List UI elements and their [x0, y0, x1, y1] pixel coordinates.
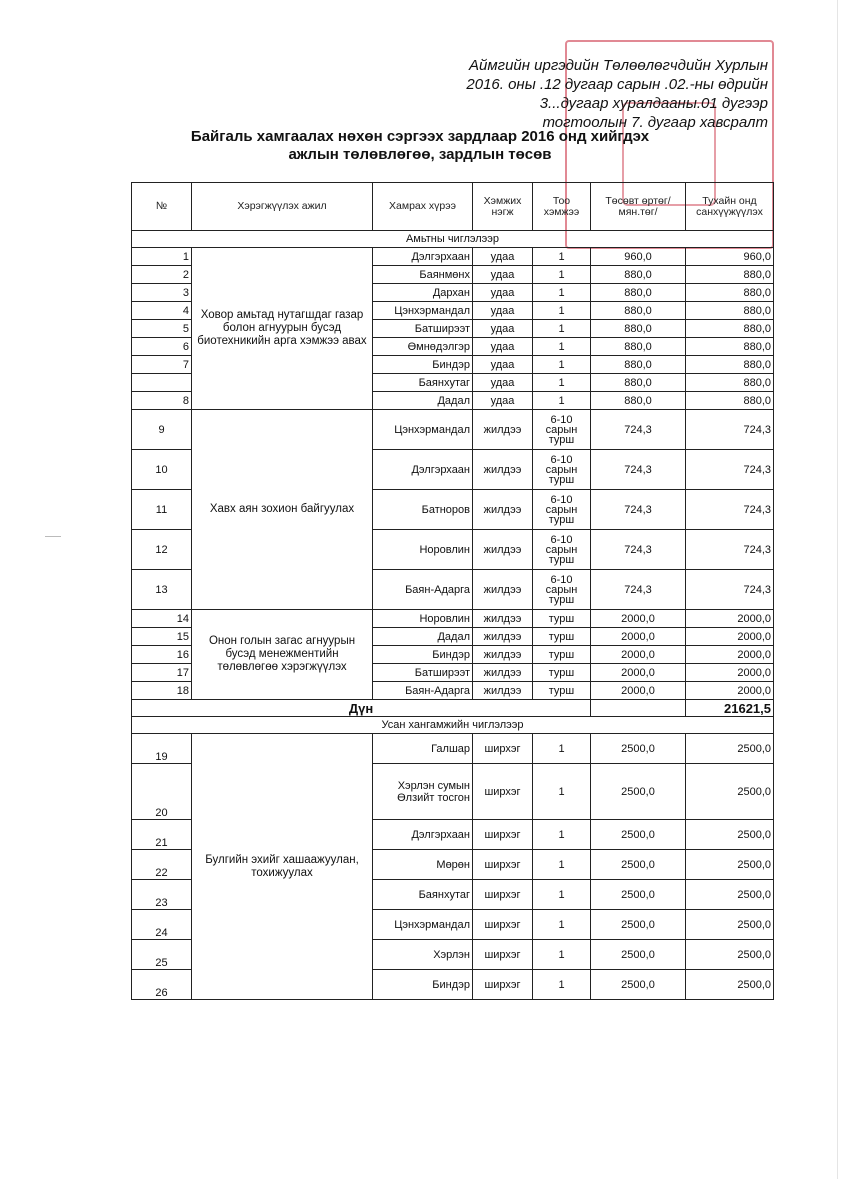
fund-cell: 2500,0: [686, 850, 774, 880]
unit-cell: жилдээ: [473, 490, 533, 530]
scope-cell: Баян-Адарга: [373, 570, 473, 610]
group-spring: [132, 734, 774, 1000]
unit-cell: жилдээ: [473, 450, 533, 490]
scope-cell: Биндэр: [373, 970, 473, 1000]
unit-cell: ширхэг: [473, 940, 533, 970]
unit-cell: жилдээ: [473, 610, 533, 628]
row-number: 1: [132, 248, 192, 266]
fund-cell: 880,0: [686, 320, 774, 338]
unit-cell: жилдээ: [473, 570, 533, 610]
unit-cell: ширхэг: [473, 910, 533, 940]
row-number: 14: [132, 610, 192, 628]
qty-cell: 1: [533, 880, 591, 910]
fund-cell: 880,0: [686, 302, 774, 320]
scope-cell: Дархан: [373, 284, 473, 302]
budget-cell: 960,0: [591, 248, 686, 266]
budget-cell: 880,0: [591, 392, 686, 410]
fund-cell: 880,0: [686, 356, 774, 374]
header-source: Тухайн онд санхүүжүүлэх: [686, 183, 774, 231]
table-row: [132, 248, 774, 266]
row-number: 6: [132, 338, 192, 356]
qty-cell: турш: [533, 664, 591, 682]
header-no: №: [132, 183, 192, 231]
budget-cell: 880,0: [591, 284, 686, 302]
title-line-2: ажлын төлөвлөгөө, зардлын төсөв: [288, 146, 552, 163]
fund-cell: 2500,0: [686, 764, 774, 820]
row-number: 16: [132, 646, 192, 664]
scope-cell: Цэнхэрмандал: [373, 910, 473, 940]
row-number: 24: [132, 910, 192, 940]
scope-cell: Баянхутаг: [373, 374, 473, 392]
row-number: 2: [132, 266, 192, 284]
unit-cell: жилдээ: [473, 646, 533, 664]
scope-cell: Биндэр: [373, 356, 473, 374]
unit-cell: ширхэг: [473, 764, 533, 820]
qty-cell: 6-10 сарын турш: [533, 530, 591, 570]
fund-cell: 880,0: [686, 266, 774, 284]
work-description: Ховор амьтад нутагшдаг газар болон агнуурын бусэд биотехникийн арга хэмжээ авах: [192, 248, 373, 410]
budget-cell: 2500,0: [591, 940, 686, 970]
budget-cell: 2000,0: [591, 664, 686, 682]
fund-cell: 960,0: [686, 248, 774, 266]
row-number: 18: [132, 682, 192, 700]
fund-cell: 2500,0: [686, 820, 774, 850]
row-number: 23: [132, 880, 192, 910]
budget-cell: 2000,0: [591, 610, 686, 628]
budget-cell: 2500,0: [591, 764, 686, 820]
budget-cell: 880,0: [591, 338, 686, 356]
budget-cell: 2000,0: [591, 628, 686, 646]
scope-cell: Дадал: [373, 628, 473, 646]
unit-cell: удаа: [473, 338, 533, 356]
fund-cell: 2000,0: [686, 610, 774, 628]
budget-cell: 724,3: [591, 450, 686, 490]
budget-cell: 724,3: [591, 570, 686, 610]
approval-line-3: 3...дугаар хуралдааны.01 дугээр: [539, 95, 768, 112]
budget-cell: 2500,0: [591, 910, 686, 940]
qty-cell: турш: [533, 628, 591, 646]
table-row: [132, 734, 774, 764]
unit-cell: ширхэг: [473, 850, 533, 880]
scope-cell: Дэлгэрхаан: [373, 820, 473, 850]
approval-line-2: 2016. оны .12 дугаар сарын .02.-ны өдрийн: [466, 76, 768, 93]
qty-cell: 1: [533, 970, 591, 1000]
row-number: 21: [132, 820, 192, 850]
row-number: 8: [132, 392, 192, 410]
scope-cell: Баян-Адарга: [373, 682, 473, 700]
row-number: 17: [132, 664, 192, 682]
budget-cell: 2500,0: [591, 734, 686, 764]
document-title: [140, 128, 700, 164]
scope-cell: Батширээт: [373, 320, 473, 338]
row-number: 12: [132, 530, 192, 570]
fund-cell: 724,3: [686, 490, 774, 530]
unit-cell: ширхэг: [473, 880, 533, 910]
approval-note: [466, 56, 768, 132]
header-row: [132, 183, 774, 231]
row-number: 25: [132, 940, 192, 970]
budget-cell: 724,3: [591, 530, 686, 570]
row-number: 13: [132, 570, 192, 610]
fund-cell: 2000,0: [686, 628, 774, 646]
budget-cell: 2500,0: [591, 970, 686, 1000]
scope-cell: Цэнхэрмандал: [373, 410, 473, 450]
unit-cell: ширхэг: [473, 970, 533, 1000]
row-number: 19: [132, 734, 192, 764]
unit-cell: удаа: [473, 266, 533, 284]
qty-cell: 1: [533, 266, 591, 284]
qty-cell: турш: [533, 682, 591, 700]
unit-cell: удаа: [473, 284, 533, 302]
qty-cell: 1: [533, 392, 591, 410]
scope-cell: Дадал: [373, 392, 473, 410]
budget-cell: 880,0: [591, 356, 686, 374]
total-value: 21621,5: [686, 700, 774, 717]
qty-cell: 1: [533, 248, 591, 266]
table-row: [132, 410, 774, 450]
budget-cell: 724,3: [591, 490, 686, 530]
qty-cell: 1: [533, 910, 591, 940]
unit-cell: удаа: [473, 392, 533, 410]
scan-edge: [837, 0, 838, 1179]
qty-cell: 6-10 сарын турш: [533, 450, 591, 490]
scope-cell: Хэрлэн сумын Өлзийт тосгон: [373, 764, 473, 820]
scope-cell: Батноров: [373, 490, 473, 530]
scan-mark: [45, 536, 61, 537]
fund-cell: 880,0: [686, 284, 774, 302]
unit-cell: удаа: [473, 374, 533, 392]
work-description: Хавх аян зохион байгуулах: [192, 410, 373, 610]
group-trap: [132, 410, 774, 610]
scope-cell: Дэлгэрхаан: [373, 450, 473, 490]
qty-cell: 6-10 сарын турш: [533, 490, 591, 530]
unit-cell: жилдээ: [473, 530, 533, 570]
unit-cell: ширхэг: [473, 820, 533, 850]
section-row: [132, 717, 774, 734]
row-number: 11: [132, 490, 192, 530]
section-animal: Амьтны чиглэлээр: [132, 231, 774, 248]
unit-cell: удаа: [473, 248, 533, 266]
qty-cell: 1: [533, 820, 591, 850]
unit-cell: жилдээ: [473, 682, 533, 700]
row-number: 15: [132, 628, 192, 646]
total-row: [132, 700, 774, 717]
fund-cell: 880,0: [686, 392, 774, 410]
fund-cell: 880,0: [686, 338, 774, 356]
scope-cell: Батширээт: [373, 664, 473, 682]
approval-line-4: тогтоолын 7. дугаар хавсралт: [542, 114, 768, 131]
qty-cell: 6-10 сарын турш: [533, 570, 591, 610]
fund-cell: 724,3: [686, 450, 774, 490]
fund-cell: 2500,0: [686, 880, 774, 910]
work-description: Онон голын загас агнуурын бусэд менежментийн төлөвлөгөө хэрэгжүүлэх: [192, 610, 373, 700]
budget-cell: 2000,0: [591, 682, 686, 700]
unit-cell: жилдээ: [473, 628, 533, 646]
scope-cell: Галшар: [373, 734, 473, 764]
budget-cell: 880,0: [591, 302, 686, 320]
budget-cell: 2500,0: [591, 880, 686, 910]
approval-line-1: Аймгийн иргэдийн Төлөөлөгчдийн Хурлын: [469, 57, 768, 74]
fund-cell: 2000,0: [686, 646, 774, 664]
row-number: 10: [132, 450, 192, 490]
row-number: 26: [132, 970, 192, 1000]
scope-cell: Хэрлэн: [373, 940, 473, 970]
fund-cell: 2000,0: [686, 664, 774, 682]
fund-cell: 724,3: [686, 410, 774, 450]
scope-cell: Өмнөдэлгэр: [373, 338, 473, 356]
scope-cell: Баянхутаг: [373, 880, 473, 910]
budget-cell: 2500,0: [591, 850, 686, 880]
row-number: 5: [132, 320, 192, 338]
row-number: 9: [132, 410, 192, 450]
qty-cell: 6-10 сарын турш: [533, 410, 591, 450]
fund-cell: 724,3: [686, 570, 774, 610]
section-row: [132, 231, 774, 248]
fund-cell: 2000,0: [686, 682, 774, 700]
budget-cell: 724,3: [591, 410, 686, 450]
fund-cell: 880,0: [686, 374, 774, 392]
qty-cell: турш: [533, 646, 591, 664]
unit-cell: ширхэг: [473, 734, 533, 764]
table-row: [132, 610, 774, 628]
title-line-1: Байгаль хамгаалах нөхөн сэргээх зардлаар 2016 онд хийгдэх: [190, 128, 650, 145]
qty-cell: 1: [533, 320, 591, 338]
scope-cell: Норовлин: [373, 610, 473, 628]
qty-cell: 1: [533, 356, 591, 374]
qty-cell: 1: [533, 850, 591, 880]
unit-cell: жилдээ: [473, 664, 533, 682]
row-number: 20: [132, 764, 192, 820]
scope-cell: Биндэр: [373, 646, 473, 664]
budget-cell: 880,0: [591, 266, 686, 284]
unit-cell: удаа: [473, 302, 533, 320]
row-number: 3: [132, 284, 192, 302]
qty-cell: турш: [533, 610, 591, 628]
scope-cell: Дэлгэрхаан: [373, 248, 473, 266]
row-number: 22: [132, 850, 192, 880]
qty-cell: 1: [533, 940, 591, 970]
qty-cell: 1: [533, 374, 591, 392]
row-number: 7: [132, 356, 192, 374]
section-water: Усан хангамжийн чиглэлээр: [132, 717, 774, 734]
group-biotech: [132, 248, 774, 410]
unit-cell: удаа: [473, 356, 533, 374]
budget-cell: 2000,0: [591, 646, 686, 664]
qty-cell: 1: [533, 338, 591, 356]
budget-cell: 880,0: [591, 320, 686, 338]
header-qty: Тоо хэмжээ: [533, 183, 591, 231]
row-number: 4: [132, 302, 192, 320]
fund-cell: 2500,0: [686, 970, 774, 1000]
header-scope: Хамрах хүрээ: [373, 183, 473, 231]
fund-cell: 724,3: [686, 530, 774, 570]
header-unit: Хэмжих нэгж: [473, 183, 533, 231]
fund-cell: 2500,0: [686, 940, 774, 970]
scope-cell: Цэнхэрмандал: [373, 302, 473, 320]
total-label: Дүн: [132, 700, 591, 717]
header-work: Хэрэгжүүлэх ажил: [192, 183, 373, 231]
unit-cell: удаа: [473, 320, 533, 338]
unit-cell: жилдээ: [473, 410, 533, 450]
qty-cell: 1: [533, 734, 591, 764]
budget-cell: 880,0: [591, 374, 686, 392]
scope-cell: Мөрөн: [373, 850, 473, 880]
budget-cell: 2500,0: [591, 820, 686, 850]
fund-cell: 2500,0: [686, 734, 774, 764]
scope-cell: Норовлин: [373, 530, 473, 570]
row-number: [132, 374, 192, 392]
qty-cell: 1: [533, 764, 591, 820]
qty-cell: 1: [533, 284, 591, 302]
total-empty-cell: [591, 700, 686, 717]
fund-cell: 2500,0: [686, 910, 774, 940]
plan-table: [131, 182, 774, 1000]
header-budget: Төсөвт өртөг/мян.төг/: [591, 183, 686, 231]
scope-cell: Баянмөнх: [373, 266, 473, 284]
qty-cell: 1: [533, 302, 591, 320]
work-description: Булгийн эхийг хашаажуулан, тохижуулах: [192, 734, 373, 1000]
group-fish: [132, 610, 774, 700]
